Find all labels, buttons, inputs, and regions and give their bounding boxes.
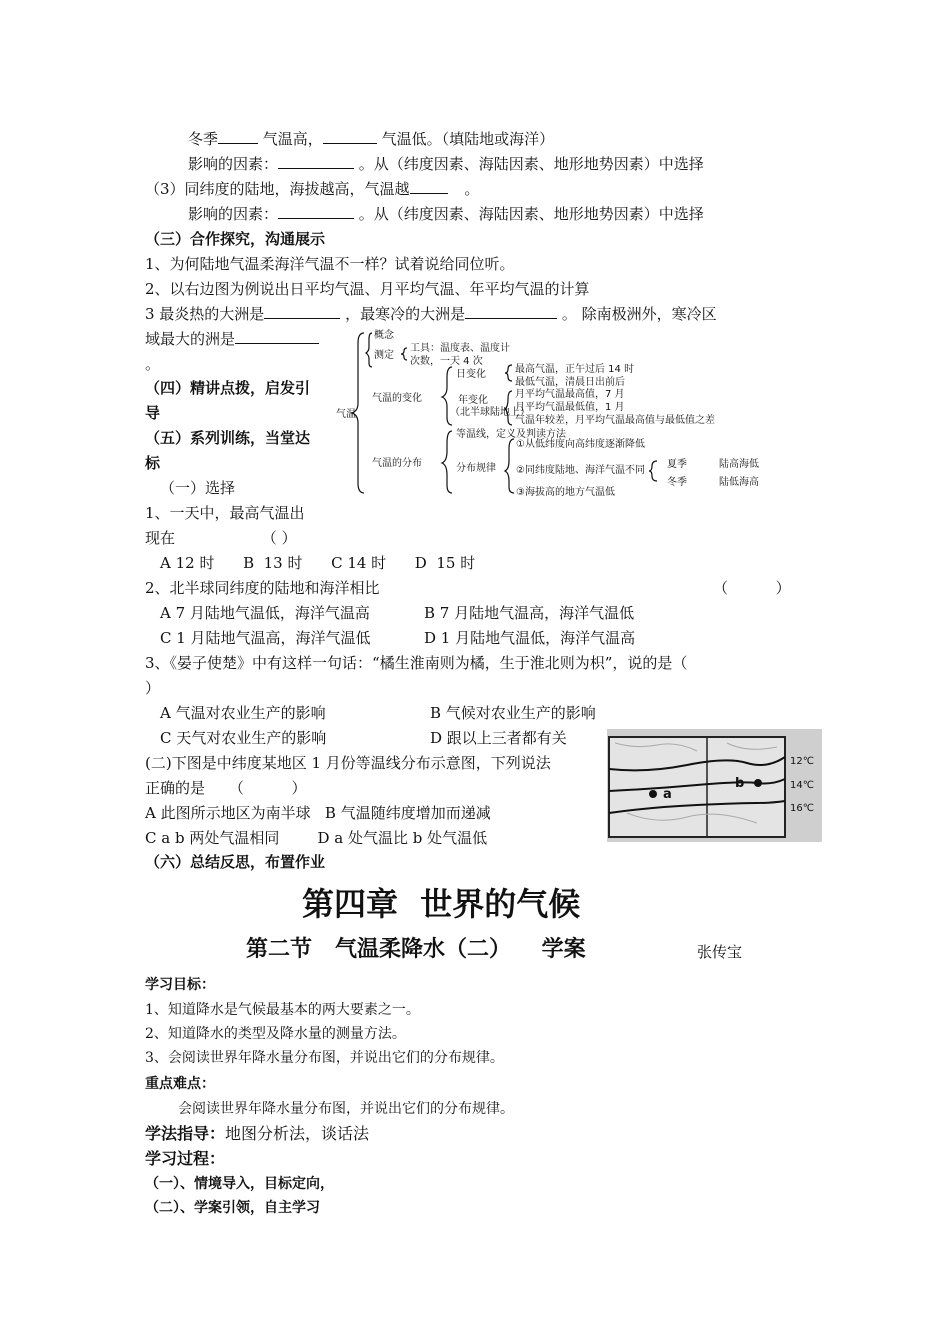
mindmap-change: 气温的变化 xyxy=(372,393,422,404)
quiz-q2-option-b: B 7 月陆地气温高，海洋气温低 xyxy=(424,604,635,622)
process-step-1: （一）、情境导入，目标定向， xyxy=(145,1176,334,1192)
line-winter: 冬季 气温高， 气温低。（填陆地或海洋） xyxy=(188,130,555,148)
quiz-q2-option-a: A 7 月陆地气温低，海洋气温高 xyxy=(160,604,370,622)
line-factor-2: 影响的因素： 。从（纬度因素、海陆因素、地形地势因素）中选择 xyxy=(188,205,704,223)
section-6-heading: （六）总结反思，布置作业 xyxy=(145,853,326,871)
isotherm-14: 14℃ xyxy=(790,780,814,791)
quiz-q3-option-b: B 气候对农业生产的影响 xyxy=(430,704,596,722)
point-b xyxy=(754,779,762,787)
quiz-q1-options: A 12 时 B 13 时 C 14 时 D 15 时 xyxy=(160,554,476,572)
s3-question-1: 1、为何陆地气温柔海洋气温不一样？试着说给同位听。 xyxy=(145,255,515,273)
blank[interactable] xyxy=(410,179,448,194)
blank[interactable] xyxy=(323,129,377,144)
section-3-heading: （三）合作探究，沟通展示 xyxy=(145,230,326,248)
quiz-q2-option-c: C 1 月陆地气温高，海洋气温低 xyxy=(160,629,371,647)
s3-question-3-cont: 域最大的洲是 xyxy=(145,329,319,349)
quiz-q3-option-d: D 跟以上三者都有关 xyxy=(430,729,567,747)
part2-question-cont: 正确的是 （ ） xyxy=(145,779,307,797)
mindmap-annual-max: 月平均气温最高值，7 月 xyxy=(515,389,625,400)
mindmap-dist: 气温的分布 xyxy=(372,458,422,469)
mindmap-summer: 夏季 xyxy=(667,459,687,470)
blank[interactable] xyxy=(218,129,258,144)
isotherm-12: 12℃ xyxy=(790,756,814,767)
answer-paren[interactable]: （ ） xyxy=(261,529,297,547)
mindmap-law3: ③海拔高的地方气温低 xyxy=(516,487,615,498)
key-heading: 重点难点： xyxy=(145,1076,215,1092)
point-a xyxy=(649,790,657,798)
section-5-heading-cont: 标 xyxy=(145,454,161,472)
mindmap-annual: 年变化 xyxy=(458,395,488,406)
mindmap-times: 次数，一天 4 次 xyxy=(410,356,483,367)
mindmap-winter-value: 陆低海高 xyxy=(719,477,759,488)
key-text: 会阅读世界年降水量分布图，并说出它们的分布规律。 xyxy=(178,1101,514,1117)
mindmap-daily-min: 最低气温，清晨日出前后 xyxy=(515,377,625,388)
blank[interactable] xyxy=(278,204,354,219)
s3-question-3-end: 。 xyxy=(145,355,161,373)
mindmap-law: 分布规律 xyxy=(456,463,496,474)
mindmap-law2: ②同纬度陆地、海洋气温不同 xyxy=(516,465,645,476)
temperature-mindmap xyxy=(332,325,822,500)
mindmap-tool: 工具：温度表、温度计 xyxy=(410,343,510,354)
blank[interactable] xyxy=(235,329,319,344)
line-altitude: （3）同纬度的陆地，海拔越高，气温越 。 xyxy=(145,180,480,198)
mindmap-annual-min: 月平均气温最低值，1 月 xyxy=(515,402,625,413)
label-a: a xyxy=(663,787,672,802)
section-5-heading: （五）系列训练，当堂达 xyxy=(145,429,311,447)
isotherm-16: 16℃ xyxy=(790,803,814,814)
blank[interactable] xyxy=(465,304,557,319)
s3-question-3: 3 最炎热的大洲是 ，最寒冷的大洲是 。 除南极洲外，寒冷区 xyxy=(145,305,717,323)
mindmap-concept: 概念 xyxy=(374,330,394,341)
process-heading: 学习过程： xyxy=(145,1149,226,1168)
goals-heading: 学习目标： xyxy=(145,977,215,993)
author: 张传宝 xyxy=(697,943,743,961)
goal-2: 2、知道降水的类型及降水量的测量方法。 xyxy=(145,1026,406,1042)
blank[interactable] xyxy=(278,154,354,169)
mindmap-root: 气温 xyxy=(336,409,356,420)
section-4-heading-cont: 导 xyxy=(145,404,161,422)
quiz-q3-end: ） xyxy=(145,679,161,697)
mindmap-winter: 冬季 xyxy=(667,477,687,488)
mindmap-daily: 日变化 xyxy=(456,369,486,380)
mindmap-law1: ①从低纬度向高纬度逐渐降低 xyxy=(516,439,645,450)
mindmap-isotherm: 等温线，定义及判读方法 xyxy=(456,429,566,440)
quiz-q2-option-d: D 1 月陆地气温低，海洋气温高 xyxy=(424,629,636,647)
quiz-q1: 1、一天中，最高气温出 xyxy=(145,504,305,522)
mindmap-annual-range: 气温年较差，月平均气温最高值与最低值之差 xyxy=(515,415,715,426)
quiz-q3-option-c: C 天气对农业生产的影响 xyxy=(160,729,327,747)
mindmap-annual-note: （北半球陆地上） xyxy=(450,407,530,418)
mindmap-summer-value: 陆高海低 xyxy=(719,459,759,470)
goal-3: 3、会阅读世界年降水量分布图，并说出它们的分布规律。 xyxy=(145,1050,504,1066)
line-factor-1: 影响的因素： 。从（纬度因素、海陆因素、地形地势因素）中选择 xyxy=(188,155,704,173)
s3-question-2: 2、以右边图为例说出日平均气温、月平均气温、年平均气温的计算 xyxy=(145,280,590,298)
blank[interactable] xyxy=(264,304,340,319)
part2-options-ab: A 此图所示地区为南半球 B 气温随纬度增加而递减 xyxy=(145,804,491,822)
part2-options-cd: C a b 两处气温相同 D a 处气温比 b 处气温低 xyxy=(145,829,488,847)
section-4-heading: （四）精讲点拨，启发引 xyxy=(145,379,311,397)
quiz-q1-cont: 现在 （ ） xyxy=(145,529,297,547)
mindmap-daily-max: 最高气温，正午过后 14 时 xyxy=(515,364,635,375)
quiz-q3-option-a: A 气温对农业生产的影响 xyxy=(160,704,326,722)
label-b: b xyxy=(735,776,745,791)
isotherm-map xyxy=(607,729,822,842)
quiz-q2-paren[interactable]: （ ） xyxy=(713,579,791,597)
mindmap-measure: 测定 xyxy=(374,350,394,361)
quiz-q3: 3、《晏子使楚》中有这样一句话：“橘生淮南则为橘，生于淮北则为枳”，说的是（ xyxy=(145,654,688,672)
process-step-2: （二）、学案引领，自主学习 xyxy=(145,1200,320,1216)
chapter-subtitle: 第二节 气温柔降水（二） 学案 xyxy=(246,937,586,962)
quiz-q2: 2、北半球同纬度的陆地和海洋相比 xyxy=(145,579,380,597)
goal-1: 1、知道降水是气候最基本的两大要素之一。 xyxy=(145,1002,420,1018)
method-line: 学法指导：地图分析法，谈话法 xyxy=(145,1124,370,1143)
subsection-choice: （一）选择 xyxy=(160,479,236,497)
part2-question: (二)下图是中纬度某地区 1 月份等温线分布示意图，下列说法 xyxy=(145,754,551,772)
chapter-title: 第四章 世界的气候 xyxy=(302,885,581,923)
